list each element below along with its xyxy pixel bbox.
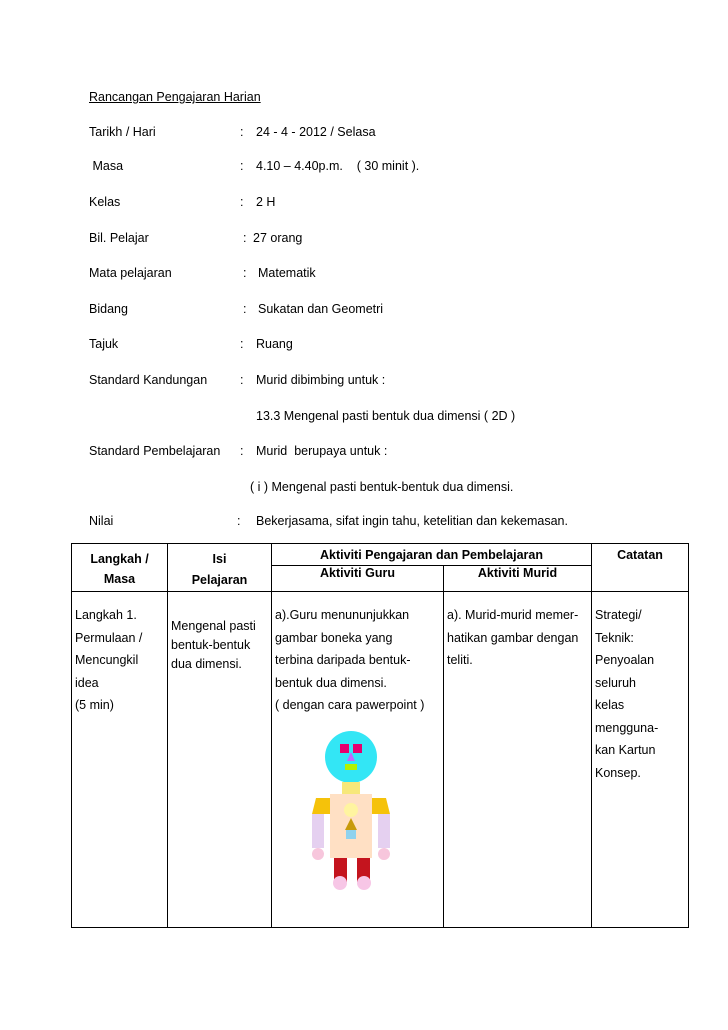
guru-line: terbina daripada bentuk-	[275, 653, 411, 667]
cell-aktiviti-guru	[272, 592, 444, 928]
info-colon: :	[240, 159, 244, 173]
info-value: Matematik	[258, 266, 316, 280]
info-value: 2 H	[256, 195, 276, 209]
info-value: 4.10 – 4.40p.m. ( 30 minit ).	[256, 159, 420, 173]
isi-line: bentuk-bentuk	[171, 638, 251, 652]
langkah-line: Langkah 1.	[75, 608, 137, 622]
info-value: 24 - 4 - 2012 / Selasa	[256, 125, 376, 139]
catatan-line: Teknik:	[595, 630, 634, 645]
boneka-eye-left	[340, 744, 349, 753]
page-title: Rancangan Pengajaran Harian	[89, 90, 261, 104]
cell-isi	[168, 592, 272, 928]
header-aktiviti-guru: Aktiviti Guru	[272, 565, 444, 591]
info-row-pembelajaran-sub	[0, 479, 728, 495]
isi-line: dua dimensi.	[171, 657, 242, 671]
cell-langkah	[72, 592, 168, 928]
table-row	[72, 592, 689, 928]
boneka-chest-square	[346, 830, 356, 839]
info-colon: :	[237, 514, 241, 528]
boneka-foot-left	[333, 876, 347, 890]
header-langkah-line1: Langkah /	[90, 552, 149, 566]
table-header-row	[72, 544, 689, 566]
info-label: Tarikh / Hari	[89, 125, 156, 139]
catatan-line: Penyoalan	[595, 653, 655, 667]
info-value: Bekerjasama, sifat ingin tahu, ketelitian dan kekemasan.	[256, 514, 568, 528]
catatan-line: kelas	[595, 698, 625, 712]
info-value: 27 orang	[253, 231, 303, 245]
info-row-masa	[0, 158, 728, 174]
boneka-shoulder-left	[312, 798, 330, 814]
info-label: Bil. Pelajar	[89, 231, 149, 245]
catatan-line: kan Kartun	[595, 743, 656, 757]
isi-line: Mengenal pasti	[171, 619, 256, 633]
boneka-shoulder-right	[372, 798, 390, 814]
info-row-bil-pelajar	[0, 230, 728, 246]
boneka-neck	[342, 782, 360, 794]
langkah-line: Mencungkil	[75, 653, 139, 667]
murid-line: teliti.	[447, 653, 473, 667]
lesson-plan-table	[71, 543, 689, 928]
boneka-chest-circle	[344, 803, 358, 817]
langkah-line: (5 min)	[75, 698, 114, 712]
info-sub: ( i ) Mengenal pasti bentuk-bentuk dua dimensi.	[250, 480, 514, 494]
info-row-standard-pembelajaran	[0, 443, 728, 459]
header-aktiviti-murid: Aktiviti Murid	[444, 565, 592, 591]
murid-line: a). Murid-murid memer-	[447, 608, 579, 622]
boneka-figure	[308, 730, 398, 890]
murid-line: hatikan gambar dengan	[447, 630, 579, 645]
guru-line: ( dengan cara pawerpoint )	[275, 698, 425, 712]
header-isi-line1: Isi	[212, 552, 227, 566]
header-aktiviti: Aktiviti Pengajaran dan Pembelajaran	[272, 544, 592, 566]
info-label: Bidang	[89, 302, 128, 316]
info-colon: :	[240, 337, 244, 351]
cell-aktiviti-murid	[444, 592, 592, 928]
info-row-tarikh	[0, 124, 728, 140]
header-isi-line2: Pelajaran	[191, 573, 248, 587]
info-label: Standard Kandungan	[89, 373, 208, 387]
info-colon: :	[240, 125, 244, 139]
info-row-nilai	[0, 513, 728, 529]
info-colon: :	[243, 302, 247, 316]
info-label: Kelas	[89, 195, 121, 209]
info-colon: :	[240, 373, 244, 387]
info-label: Mata pelajaran	[89, 266, 172, 280]
info-row-tajuk	[0, 336, 728, 352]
info-sub: 13.3 Mengenal pasti bentuk dua dimensi ( 2D )	[256, 409, 516, 423]
info-row-kelas	[0, 194, 728, 210]
boneka-mouth	[345, 764, 357, 770]
info-label: Masa	[89, 159, 124, 173]
info-label: Standard Pembelajaran	[89, 444, 221, 458]
catatan-line: seluruh	[595, 675, 636, 690]
boneka-eye-right	[353, 744, 362, 753]
info-row-standard-kandungan	[0, 372, 728, 388]
boneka-arm-left	[312, 814, 324, 848]
catatan-line: Konsep.	[595, 765, 641, 780]
info-colon: :	[243, 231, 247, 245]
info-colon: :	[243, 266, 247, 280]
info-row-bidang	[0, 301, 728, 317]
cell-catatan	[592, 592, 689, 928]
boneka-foot-right	[357, 876, 371, 890]
info-value: Murid berupaya untuk :	[256, 444, 388, 458]
langkah-line: Permulaan /	[75, 630, 143, 645]
info-label: Tajuk	[89, 337, 119, 351]
header-catatan: Catatan	[592, 544, 689, 592]
info-value: Ruang	[256, 337, 293, 351]
boneka-arm-right	[378, 814, 390, 848]
guru-line: bentuk dua dimensi.	[275, 675, 387, 690]
header-langkah-line2: Masa	[103, 572, 136, 586]
langkah-line: idea	[75, 675, 99, 690]
header-isi	[168, 544, 272, 592]
guru-line: gambar boneka yang	[275, 630, 393, 645]
guru-line: a).Guru menununjukkan	[275, 608, 410, 622]
header-langkah	[72, 544, 168, 592]
boneka-hand-left	[312, 848, 324, 860]
info-row-kandungan-sub	[0, 408, 728, 424]
info-colon: :	[240, 195, 244, 209]
catatan-line: Strategi/	[595, 608, 642, 622]
info-label: Nilai	[89, 514, 114, 528]
info-value: Murid dibimbing untuk :	[256, 373, 386, 387]
info-colon: :	[240, 444, 244, 458]
boneka-hand-right	[378, 848, 390, 860]
info-value: Sukatan dan Geometri	[258, 302, 384, 316]
info-row-mata-pelajaran	[0, 265, 728, 281]
catatan-line: mengguna-	[595, 720, 659, 735]
